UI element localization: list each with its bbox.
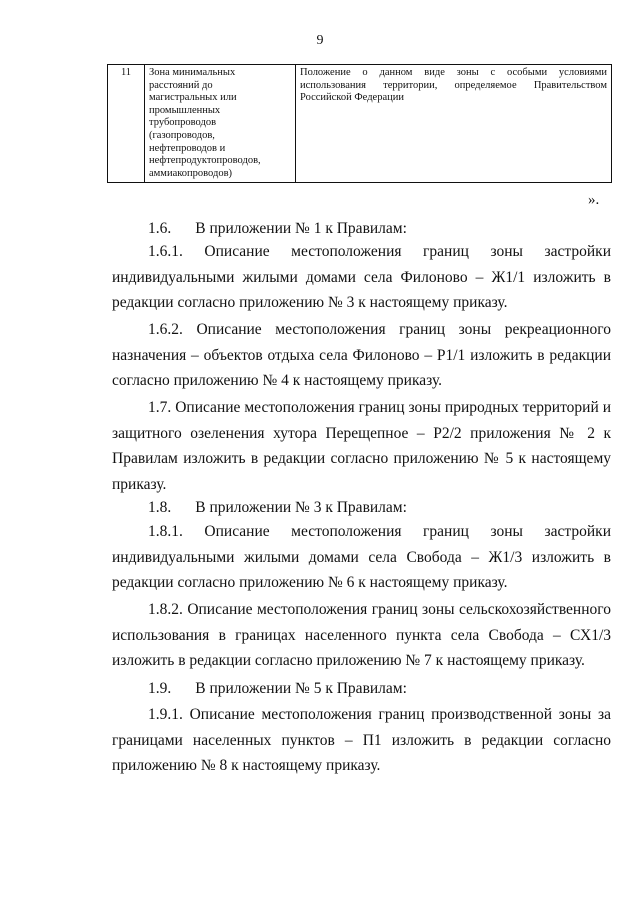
paragraph-line: защитного озеленения хутора Перещепное – Р2/2 приложения № 2 к (112, 424, 611, 442)
paragraph-line: 1.9.1. Описание местоположения границ производственной зоны за (148, 706, 611, 723)
paragraph-line: индивидуальными жилыми домами села Свобода – Ж1/3 изложить в (112, 548, 611, 566)
zone-name-line: расстояний до (149, 79, 213, 91)
section-number: 1.8. (148, 499, 172, 516)
paragraph-1-8-1 (112, 519, 611, 596)
section-text: В приложении № 1 к Правилам: (195, 220, 407, 237)
paragraph-line: редакции согласно приложению № 6 к настоящему приказу. (112, 574, 508, 591)
closing-quote: ». (588, 192, 600, 208)
section-number: 1.9. (148, 680, 172, 697)
paragraph-line: 1.7. Описание местоположения границ зоны природных территорий и (148, 399, 611, 416)
paragraph-line: использования в границах населенного пункта села Свобода – СХ1/3 (112, 626, 611, 644)
section-text: В приложении № 3 к Правилам: (195, 499, 407, 516)
section-text: В приложении № 5 к Правилам: (195, 680, 407, 697)
paragraph-line: изложить в редакции согласно приложению № 7 к настоящему приказу. (112, 652, 585, 669)
zone-name-line: магистральных или (149, 92, 237, 104)
table-row (108, 65, 612, 183)
paragraph-line: 1.8.2. Описание местоположения границ зоны сельскохозяйственного (148, 601, 611, 618)
zone-name-line: (газопроводов, (149, 129, 215, 141)
paragraph-line: назначения – объектов отдыха села Филоново – Р1/1 изложить в редакции (112, 346, 611, 364)
page-number: 9 (316, 33, 324, 48)
paragraph-line: 1.8.1. Описание местоположения границ зоны застройки (148, 523, 611, 540)
zone-name-line: трубопроводов (149, 117, 217, 129)
paragraph-1-7 (112, 395, 611, 497)
paragraph-line: 1.6.2. Описание местоположения границ зоны рекреационного (148, 321, 611, 338)
zone-name-line: Зона минимальных (149, 67, 236, 78)
paragraph-1-8-2 (112, 597, 611, 674)
paragraph-line: редакции согласно приложению № 3 к настоящему приказу. (112, 294, 508, 311)
section-heading-1-6 (112, 216, 611, 242)
paragraph-line: 1.6.1. Описание местоположения границ зоны застройки (148, 243, 611, 260)
zone-name-line: нефтепроводов и (149, 142, 226, 154)
paragraph-line: согласно приложению № 4 к настоящему приказу. (112, 372, 443, 389)
paragraph-1-6-2 (112, 317, 611, 394)
section-heading-1-9 (112, 676, 611, 702)
row-number-cell: 11 (108, 65, 145, 183)
zone-description-cell: Положение о данном виде зоны с особыми условиями использования территории, определяемое Правительством Российской Федерации (296, 65, 612, 183)
paragraph-line: границами населенных пунктов – П1 изложить в редакции согласно (112, 731, 611, 749)
zone-name-cell (145, 65, 296, 183)
paragraph-line: приказу. (112, 475, 167, 493)
zone-name-line: нефтепродуктопроводов, (149, 155, 261, 167)
zones-table (107, 64, 612, 183)
paragraph-line: Правилам изложить в редакции согласно приложению № 5 к настоящему (112, 450, 611, 467)
paragraph-1-9-1 (112, 702, 611, 779)
section-heading-1-8 (112, 495, 611, 521)
section-number: 1.6. (148, 220, 172, 237)
zone-name-line: аммиакопроводов) (149, 167, 233, 179)
paragraph-line: приложению № 8 к настоящему приказу. (112, 757, 381, 774)
paragraph-1-6-1 (112, 239, 611, 316)
zone-name-line: промышленных (149, 104, 221, 116)
paragraph-line: индивидуальными жилыми домами села Филоново – Ж1/1 изложить в (112, 268, 611, 286)
